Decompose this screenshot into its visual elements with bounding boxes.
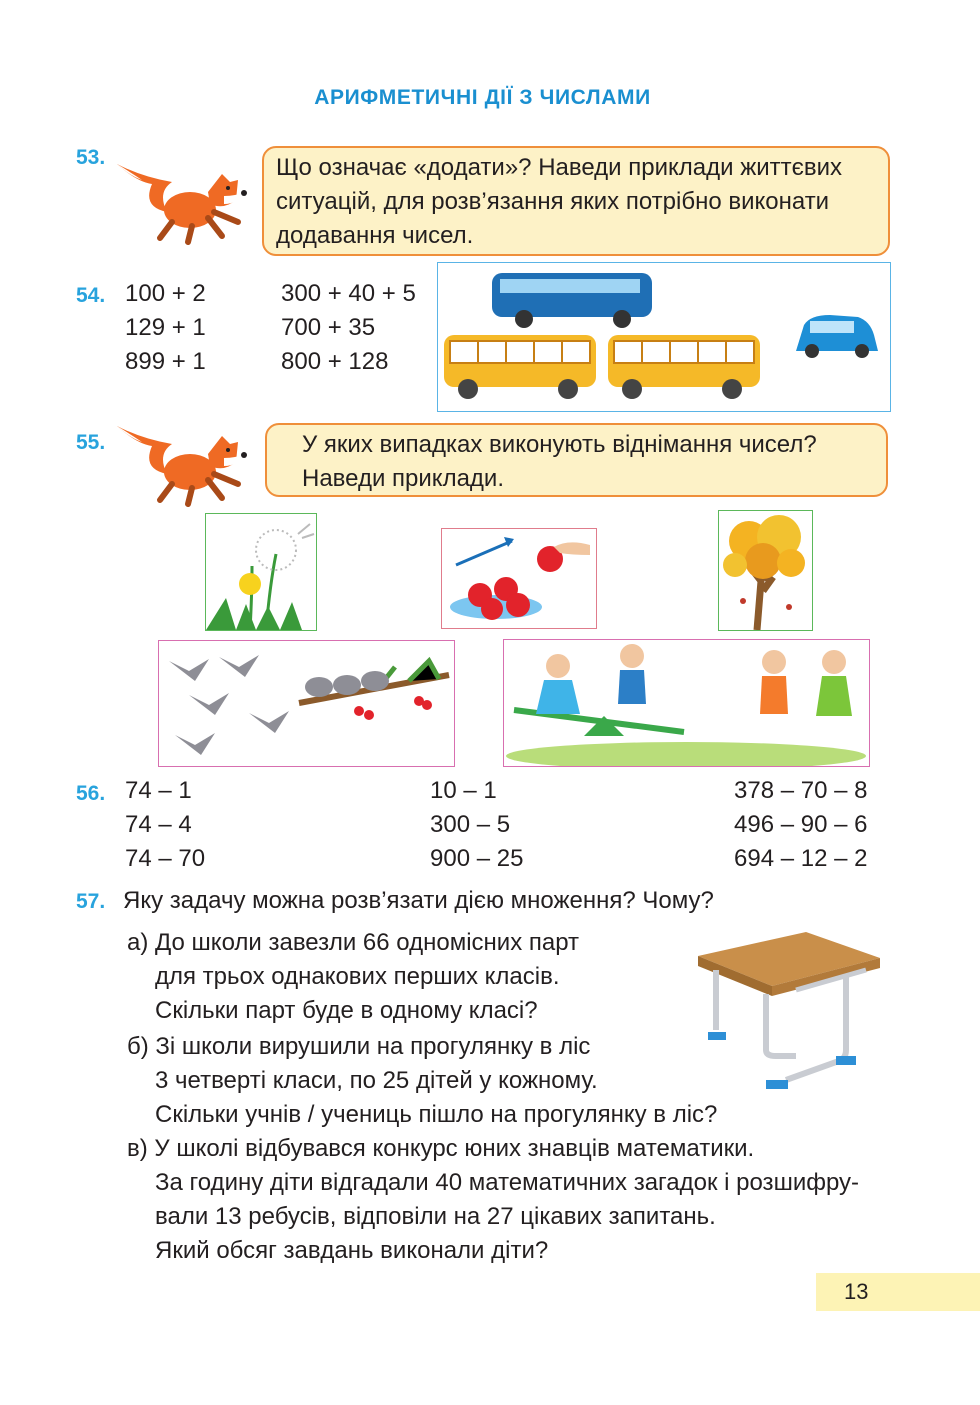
question-bubble-53 [262, 146, 890, 256]
task-line: вали 13 ребусів, відповіли на 27 цікавих запитань. [155, 1203, 716, 1230]
expression: 694 – 12 – 2 [734, 845, 868, 872]
task-a [127, 926, 579, 1028]
fox-icon [112, 152, 252, 247]
birds-illustration [158, 640, 455, 767]
exercise-number-56: 56. [76, 782, 106, 805]
expression: 129 + 1 [125, 314, 206, 341]
autumn-tree-illustration [718, 510, 813, 631]
school-bus-icon [608, 335, 760, 399]
task-line: Скільки учнів / учениць пішло на прогулянку в ліс? [155, 1101, 718, 1128]
bubble-line: додавання чисел. [276, 222, 474, 249]
task-question: Яку задачу можна розв’язати дією множення? Чому? [123, 887, 714, 914]
expression: 100 + 2 [125, 280, 206, 307]
task-c [127, 1132, 859, 1268]
task-line: Який обсяг завдань виконали діти? [155, 1237, 549, 1264]
task-line: За годину діти відгадали 40 математичних загадок і розшифру- [155, 1169, 860, 1196]
school-bus-icon [444, 335, 596, 399]
expression-column-2 [281, 277, 416, 379]
exercise-number-53: 53. [76, 146, 106, 169]
apples-illustration [441, 528, 597, 629]
task-line: в) У школі відбувався конкурс юних знавців математики. [127, 1135, 755, 1162]
expression: 496 – 90 – 6 [734, 811, 868, 838]
task-line: б) Зі школи вирушили на прогулянку в ліс [127, 1033, 591, 1060]
task-line: для трьох однакових перших класів. [155, 963, 560, 990]
task-line: 3 четверті класи, по 25 дітей у кожному. [155, 1067, 598, 1094]
expression: 899 + 1 [125, 348, 206, 375]
expression: 300 + 40 + 5 [281, 280, 416, 307]
exercise-number-54: 54. [76, 284, 106, 307]
task-b [127, 1030, 717, 1132]
vehicles-illustration [437, 262, 891, 412]
expression: 800 + 128 [281, 348, 389, 375]
expression-column-3 [734, 774, 867, 876]
expression: 74 – 70 [125, 845, 206, 872]
children-playground-illustration [503, 639, 870, 767]
expression: 74 – 4 [125, 811, 192, 838]
page-title: АРИФМЕТИЧНІ ДІЇ З ЧИСЛАМИ [314, 86, 651, 109]
task-line: Скільки парт буде в одному класі? [155, 997, 538, 1024]
bubble-line: ситуацій, для розв’язання яких потрібно виконати [276, 188, 830, 215]
task-line: а) До школи завезли 66 одномісних парт [127, 929, 580, 956]
bubble-line: Що означає «додати»? Наведи приклади життєвих [276, 154, 843, 181]
school-desk-icon [696, 930, 882, 1095]
expression-column-1 [125, 774, 205, 876]
exercise-number-55: 55. [76, 431, 106, 454]
expression: 74 – 1 [125, 777, 192, 804]
expression: 10 – 1 [430, 777, 497, 804]
bubble-line: Наведи приклади. [302, 465, 505, 492]
bus-icon [492, 273, 652, 328]
bubble-line: У яких випадках виконують віднімання чисел? [302, 431, 817, 458]
expression-column-2 [430, 774, 523, 876]
expression: 700 + 35 [281, 314, 376, 341]
exercise-number-57: 57. [76, 890, 106, 913]
expression: 900 – 25 [430, 845, 524, 872]
expression: 300 – 5 [430, 811, 511, 838]
expression-column-1 [125, 277, 206, 379]
page-number: 13 [816, 1273, 980, 1311]
dandelion-illustration [205, 513, 317, 631]
question-bubble-55 [265, 423, 888, 497]
expression: 378 – 70 – 8 [734, 777, 868, 804]
fox-icon [112, 414, 252, 509]
car-icon [796, 315, 878, 358]
